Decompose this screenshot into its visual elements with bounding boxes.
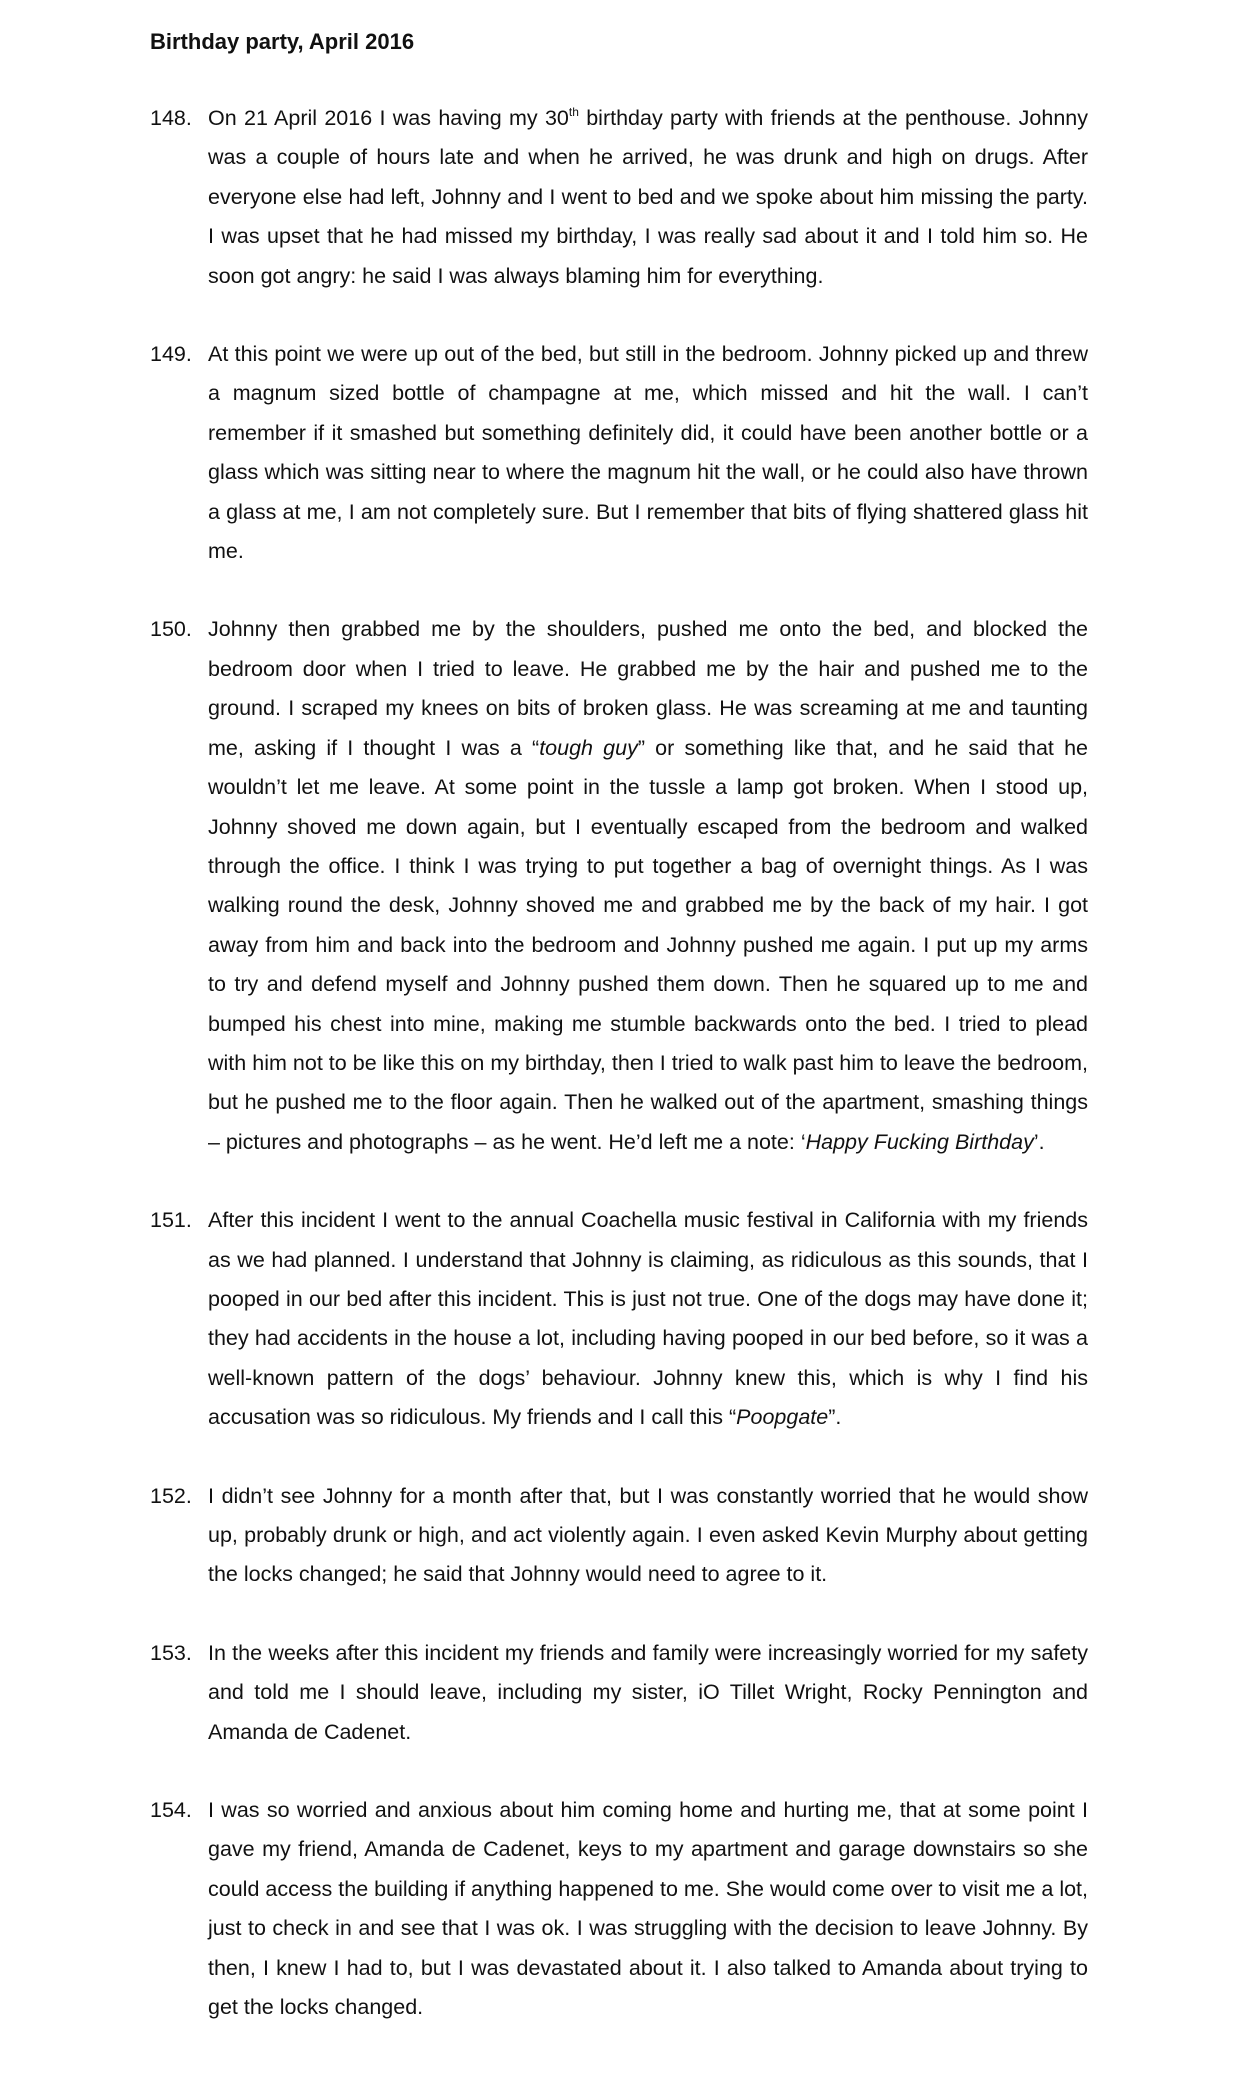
paragraph-number: 150. (150, 617, 192, 642)
paragraph-148 (150, 99, 1088, 296)
italic-quote: tough guy (539, 735, 638, 760)
text-segment: After this incident I went to the annual Coachella music festival in California with my friends as we had planned. I understand that Johnny is claiming, as ridiculous as this sounds, that I pooped in our bed after this incident. This is just not true. One of the dogs may have done it; they had accidents in the house a lot, including having pooped in our bed before, so it was a well-known pattern of the dogs’ behaviour. Johnny knew this, which is why I find his accusation was so ridiculous. My friends and I call this “ (208, 1208, 1088, 1430)
section-heading: Birthday party, April 2016 (150, 29, 415, 54)
italic-quote: Happy Fucking Birthday (805, 1129, 1034, 1154)
paragraph-text: I was so worried and anxious about him coming home and hurting me, that at some point I gave my friend, Amanda de Cadenet, keys to my apartment and garage downstairs so she could access the building if anything happened to me. She would come over to visit me a lot, just to check in and see that I was ok. I was struggling with the decision to leave Johnny. By then, I knew I had to, but I was devastated about it. I also talked to Amanda about trying to get the locks changed. (208, 1798, 1088, 2020)
text-segment: birthday party with friends at the penthouse. Johnny was a couple of hours late and when he arrived, he was drunk and high on drugs. After everyone else had left, Johnny and I went to bed and we spoke about him missing the party. I was upset that he had missed my birthday, I was really sad about it and I told him so. He soon got angry: he said I was always blaming him for everything. (208, 106, 1088, 288)
paragraph-number: 152. (150, 1483, 192, 1508)
paragraph-151 (150, 1201, 1088, 1437)
ordinal-superscript: th (568, 105, 579, 119)
paragraph-text: In the weeks after this incident my friends and family were increasingly worried for my safety and told me I should leave, including my sister, iO Tillet Wright, Rocky Pennington and Amanda de Cadenet. (208, 1640, 1088, 1744)
paragraph-154 (150, 1791, 1088, 2027)
text-segment: ” or something like that, and he said that he wouldn’t let me leave. At some point in the tussle a lamp got broken. When I stood up, Johnny shoved me down again, but I eventually escaped from the bedroom and walked through the office. I think I was trying to put together a bag of overnight things. As I was walking round the desk, Johnny shoved me and grabbed me by the back of my hair. I got away from him and back into the bedroom and Johnny pushed me again. I put up my arms to try and defend myself and Johnny pushed them down. Then he squared up to me and bumped his chest into mine, making me stumble backwards onto the bed. I tried to plead with him not to be like this on my birthday, then I tried to walk past him to leave the bedroom, but he pushed me to the floor again. Then he walked out of the apartment, smashing things – pictures and photographs – as he went. He’d left me a note: ‘ (208, 735, 1088, 1154)
text-segment: Johnny then grabbed me by the shoulders, pushed me onto the bed, and blocked the bedroom door when I tried to leave. He grabbed me by the hair and pushed me to the ground. I scraped my knees on bits of broken glass. He was screaming at me and taunting me, asking if I thought I was a “ (208, 617, 1088, 760)
paragraph-150 (150, 610, 1088, 1162)
paragraph-text (208, 1201, 1088, 1437)
text-segment: On 21 April 2016 I was having my 30 (208, 106, 569, 130)
paragraph-153 (150, 1634, 1088, 1752)
paragraph-number: 154. (150, 1798, 192, 1823)
paragraph-number: 153. (150, 1640, 192, 1665)
paragraph-number: 148. (150, 106, 192, 130)
paragraph-text: At this point we were up out of the bed, but still in the bedroom. Johnny picked up and threw a magnum sized bottle of champagne at me, which missed and hit the wall. I can’t remember if it smashed but something definitely did, it could have been another bottle or a glass which was sitting near to where the magnum hit the wall, or he could also have thrown a glass at me, I am not completely sure. But I remember that bits of flying shattered glass hit me. (208, 342, 1088, 564)
paragraph-149 (150, 335, 1088, 571)
italic-quote: Poopgate (736, 1405, 829, 1430)
paragraph-text: I didn’t see Johnny for a month after that, but I was constantly worried that he would show up, probably drunk or high, and act violently again. I even asked Kevin Murphy about getting the locks changed; he said that Johnny would need to agree to it. (208, 1483, 1088, 1587)
paragraph-text (208, 99, 1088, 296)
paragraph-number: 149. (150, 342, 192, 367)
text-segment: ”. (828, 1405, 842, 1430)
paragraph-text (208, 610, 1088, 1162)
paragraph-number: 151. (150, 1208, 192, 1233)
text-segment: ’. (1033, 1129, 1045, 1154)
paragraph-152 (150, 1477, 1088, 1595)
